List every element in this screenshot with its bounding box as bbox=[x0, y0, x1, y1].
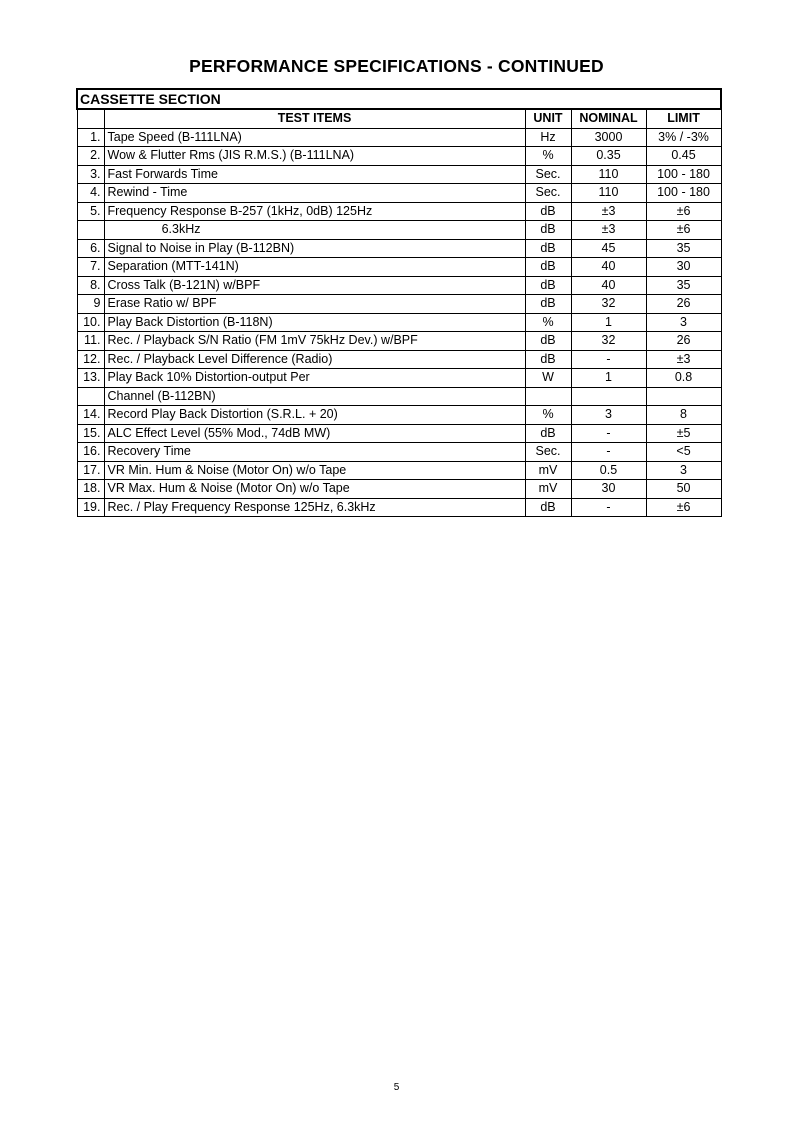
table-row bbox=[77, 369, 721, 388]
row-test-item: Erase Ratio w/ BPF bbox=[104, 295, 525, 314]
row-unit: % bbox=[525, 406, 571, 425]
row-limit: 3 bbox=[646, 313, 721, 332]
row-nominal: - bbox=[571, 424, 646, 443]
row-number: 15. bbox=[77, 424, 104, 443]
row-number: 2. bbox=[77, 147, 104, 166]
row-test-item: Separation (MTT-141N) bbox=[104, 258, 525, 277]
row-number bbox=[77, 221, 104, 240]
row-number: 11. bbox=[77, 332, 104, 351]
row-unit: dB bbox=[525, 239, 571, 258]
row-unit: dB bbox=[525, 424, 571, 443]
page-number: 5 bbox=[393, 1082, 400, 1093]
table-row bbox=[77, 406, 721, 425]
row-limit: 3 bbox=[646, 461, 721, 480]
row-limit: ±6 bbox=[646, 202, 721, 221]
table-row bbox=[77, 221, 721, 240]
row-unit: dB bbox=[525, 221, 571, 240]
row-nominal: 110 bbox=[571, 165, 646, 184]
table-row bbox=[77, 387, 721, 406]
row-nominal: 30 bbox=[571, 480, 646, 499]
row-unit: W bbox=[525, 369, 571, 388]
row-test-item: Tape Speed (B-111LNA) bbox=[104, 128, 525, 147]
header-unit: UNIT bbox=[525, 109, 571, 128]
header-number bbox=[77, 109, 104, 128]
row-nominal: 110 bbox=[571, 184, 646, 203]
row-limit: 35 bbox=[646, 239, 721, 258]
row-nominal: - bbox=[571, 498, 646, 517]
row-nominal: ±3 bbox=[571, 221, 646, 240]
row-nominal: 3 bbox=[571, 406, 646, 425]
row-number: 8. bbox=[77, 276, 104, 295]
column-header-row bbox=[77, 109, 721, 128]
row-nominal: - bbox=[571, 350, 646, 369]
row-unit: Hz bbox=[525, 128, 571, 147]
row-unit: Sec. bbox=[525, 184, 571, 203]
row-test-item: Play Back 10% Distortion-output Per bbox=[104, 369, 525, 388]
header-limit: LIMIT bbox=[646, 109, 721, 128]
row-number: 9 bbox=[77, 295, 104, 314]
row-unit bbox=[525, 387, 571, 406]
row-test-item: VR Min. Hum & Noise (Motor On) w/o Tape bbox=[104, 461, 525, 480]
row-number: 18. bbox=[77, 480, 104, 499]
row-test-item: Wow & Flutter Rms (JIS R.M.S.) (B-111LNA) bbox=[104, 147, 525, 166]
row-limit: 8 bbox=[646, 406, 721, 425]
table-row bbox=[77, 258, 721, 277]
row-test-item: Fast Forwards Time bbox=[104, 165, 525, 184]
row-number: 5. bbox=[77, 202, 104, 221]
table-row bbox=[77, 239, 721, 258]
row-number bbox=[77, 387, 104, 406]
row-test-item: Rewind - Time bbox=[104, 184, 525, 203]
row-test-item: Channel (B-112BN) bbox=[104, 387, 525, 406]
row-limit: ±6 bbox=[646, 221, 721, 240]
row-limit: ±3 bbox=[646, 350, 721, 369]
header-nominal: NOMINAL bbox=[571, 109, 646, 128]
row-nominal: ±3 bbox=[571, 202, 646, 221]
row-nominal: - bbox=[571, 443, 646, 462]
row-number: 10. bbox=[77, 313, 104, 332]
row-test-item: 6.3kHz bbox=[104, 221, 525, 240]
table-row bbox=[77, 165, 721, 184]
section-header-row bbox=[77, 89, 721, 109]
row-number: 6. bbox=[77, 239, 104, 258]
table-row bbox=[77, 313, 721, 332]
table-row bbox=[77, 480, 721, 499]
row-number: 1. bbox=[77, 128, 104, 147]
table-row bbox=[77, 295, 721, 314]
row-unit: dB bbox=[525, 332, 571, 351]
row-test-item: ALC Effect Level (55% Mod., 74dB MW) bbox=[104, 424, 525, 443]
row-unit: Sec. bbox=[525, 443, 571, 462]
row-limit: 0.45 bbox=[646, 147, 721, 166]
row-unit: dB bbox=[525, 350, 571, 369]
table-row bbox=[77, 350, 721, 369]
row-limit: 100 - 180 bbox=[646, 184, 721, 203]
row-limit: 50 bbox=[646, 480, 721, 499]
row-limit: 100 - 180 bbox=[646, 165, 721, 184]
row-limit: 30 bbox=[646, 258, 721, 277]
row-number: 17. bbox=[77, 461, 104, 480]
row-number: 19. bbox=[77, 498, 104, 517]
row-nominal: 1 bbox=[571, 369, 646, 388]
page-title: PERFORMANCE SPECIFICATIONS - CONTINUED bbox=[189, 56, 604, 76]
row-limit: ±6 bbox=[646, 498, 721, 517]
row-nominal: 32 bbox=[571, 332, 646, 351]
table-row bbox=[77, 424, 721, 443]
row-test-item: Record Play Back Distortion (S.R.L. + 20) bbox=[104, 406, 525, 425]
row-nominal bbox=[571, 387, 646, 406]
row-test-item: Rec. / Playback Level Difference (Radio) bbox=[104, 350, 525, 369]
row-unit: % bbox=[525, 313, 571, 332]
row-limit: 0.8 bbox=[646, 369, 721, 388]
row-test-item: Frequency Response B-257 (1kHz, 0dB) 125Hz bbox=[104, 202, 525, 221]
table-row bbox=[77, 128, 721, 147]
row-test-item: Rec. / Play Frequency Response 125Hz, 6.3kHz bbox=[104, 498, 525, 517]
row-number: 16. bbox=[77, 443, 104, 462]
row-nominal: 40 bbox=[571, 276, 646, 295]
row-limit: <5 bbox=[646, 443, 721, 462]
header-test-items: TEST ITEMS bbox=[104, 109, 525, 128]
row-unit: dB bbox=[525, 258, 571, 277]
row-limit: 26 bbox=[646, 332, 721, 351]
row-limit: 26 bbox=[646, 295, 721, 314]
row-nominal: 3000 bbox=[571, 128, 646, 147]
row-unit: dB bbox=[525, 276, 571, 295]
row-unit: Sec. bbox=[525, 165, 571, 184]
row-test-item: Signal to Noise in Play (B-112BN) bbox=[104, 239, 525, 258]
row-test-item: Play Back Distortion (B-118N) bbox=[104, 313, 525, 332]
row-test-item: Rec. / Playback S/N Ratio (FM 1mV 75kHz Dev.) w/BPF bbox=[104, 332, 525, 351]
row-test-item: Recovery Time bbox=[104, 443, 525, 462]
table-row bbox=[77, 461, 721, 480]
row-test-item: Cross Talk (B-121N) w/BPF bbox=[104, 276, 525, 295]
row-nominal: 45 bbox=[571, 239, 646, 258]
cassette-spec-table bbox=[76, 88, 722, 517]
row-number: 3. bbox=[77, 165, 104, 184]
row-number: 4. bbox=[77, 184, 104, 203]
table-row bbox=[77, 202, 721, 221]
row-unit: dB bbox=[525, 295, 571, 314]
row-unit: mV bbox=[525, 480, 571, 499]
table-row bbox=[77, 332, 721, 351]
row-unit: dB bbox=[525, 498, 571, 517]
table-row bbox=[77, 443, 721, 462]
row-test-item: VR Max. Hum & Noise (Motor On) w/o Tape bbox=[104, 480, 525, 499]
table-row bbox=[77, 147, 721, 166]
row-unit: % bbox=[525, 147, 571, 166]
row-unit: mV bbox=[525, 461, 571, 480]
row-nominal: 0.35 bbox=[571, 147, 646, 166]
table-row bbox=[77, 498, 721, 517]
row-nominal: 0.5 bbox=[571, 461, 646, 480]
table-row bbox=[77, 184, 721, 203]
row-number: 12. bbox=[77, 350, 104, 369]
row-number: 13. bbox=[77, 369, 104, 388]
table-row bbox=[77, 276, 721, 295]
row-limit: 3% / -3% bbox=[646, 128, 721, 147]
row-limit: 35 bbox=[646, 276, 721, 295]
section-title: CASSETTE SECTION bbox=[77, 89, 721, 109]
row-nominal: 1 bbox=[571, 313, 646, 332]
row-nominal: 32 bbox=[571, 295, 646, 314]
row-unit: dB bbox=[525, 202, 571, 221]
row-number: 7. bbox=[77, 258, 104, 277]
row-limit: ±5 bbox=[646, 424, 721, 443]
row-number: 14. bbox=[77, 406, 104, 425]
row-nominal: 40 bbox=[571, 258, 646, 277]
row-limit bbox=[646, 387, 721, 406]
